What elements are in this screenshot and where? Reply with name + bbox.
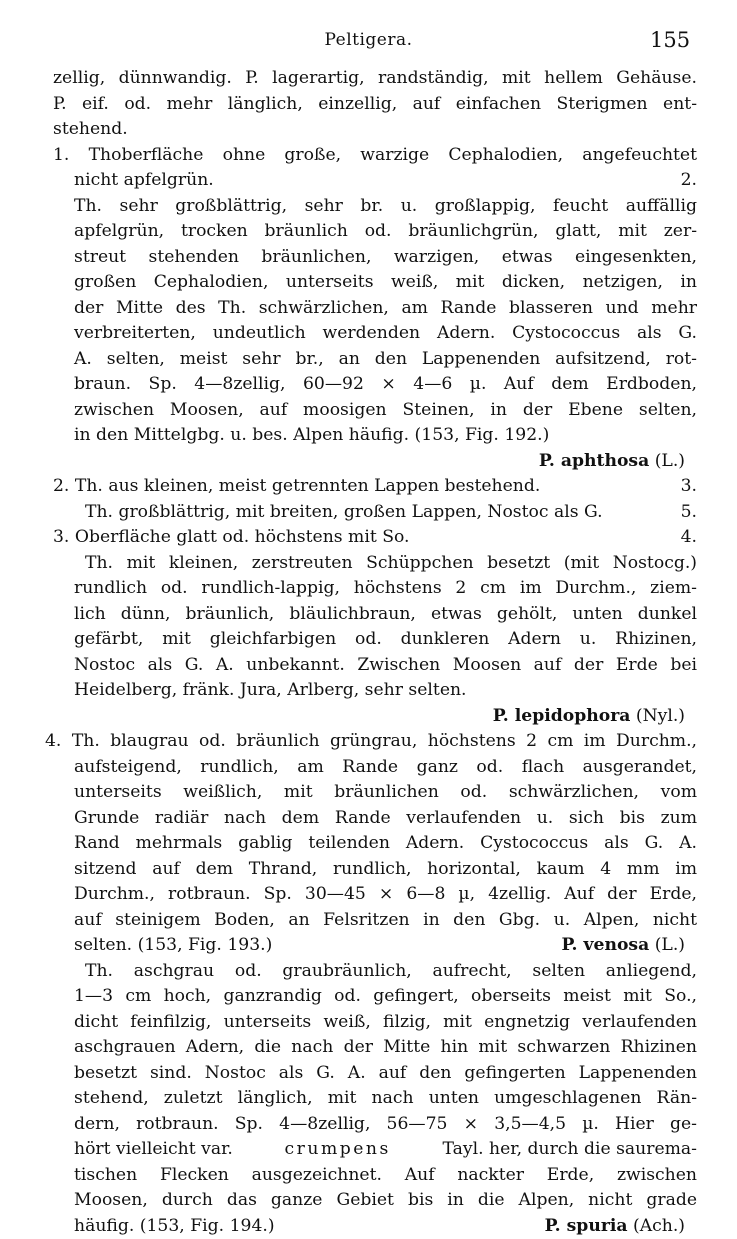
text-line: lich dünn, bräunlich, bläulichbraun, etwas gehölt, unten dunkel [53,602,697,628]
text-line: der Mitte des Th. schwärzlichen, am Rande blasseren und mehr [53,296,697,322]
text-line: A. selten, meist sehr br., an den Lappenenden aufsitzend, rot- [53,347,697,373]
text-line: unterseits weißlich, mit bräunlichen od. schwärzlichen, vom [53,780,697,806]
text-line [53,1137,697,1163]
species-name: P. aphthosa [539,451,649,471]
species-author: (Ach.) [633,1216,685,1236]
text-fragment: 3. Oberfläche glatt od. höchstens mit So. [53,525,410,551]
text-line: auf steinigem Boden, an Felsritzen in den Gbg. u. Alpen, nicht [53,908,697,934]
text-line: sitzend auf dem Thrand, rundlich, horizontal, kaum 4 mm im [53,857,697,883]
text-fragment: nicht apfelgrün. [74,168,214,194]
text-line [53,168,697,194]
text-fragment: Tayl. her, durch die saurema- [443,1137,697,1163]
text-line: rundlich od. rundlich-lappig, höchstens 2 cm im Durchm., ziem- [53,576,697,602]
running-header: Peltigera. [0,30,737,50]
key-reference: 2. [681,168,697,194]
text-line: Nostoc als G. A. unbekannt. Zwischen Moosen auf der Erde bei [53,653,697,679]
text-line: dern, rotbraun. Sp. 4—8zellig, 56—75 × 3,5—4,5 µ. Hier ge- [53,1112,697,1138]
text-fragment: häufig. (153, Fig. 194.) [74,1214,275,1239]
text-line: braun. Sp. 4—8zellig, 60—92 × 4—6 µ. Auf dem Erdboden, [53,372,697,398]
text-line: großen Cephalodien, unterseits weiß, mit dicken, netzigen, in [53,270,697,296]
text-line: besetzt sind. Nostoc als G. A. auf den gefingerten Lappenenden [53,1061,697,1087]
text-line: zwischen Moosen, auf moosigen Steinen, in der Ebene selten, [53,398,697,424]
text-line: streut stehenden bräunlichen, warzigen, etwas eingesenkten, [53,245,697,271]
text-line: Moosen, durch das ganze Gebiet bis in die Alpen, nicht grade [53,1188,697,1214]
text-line: stehend. [53,117,697,143]
text-line: gefärbt, mit gleichfarbigen od. dunkleren Adern u. Rhizinen, [53,627,697,653]
text-fragment: 2. Th. aus kleinen, meist getrennten Lappen bestehend. [53,474,540,500]
key-entry-2 [53,474,697,500]
text-line: P. eif. od. mehr länglich, einzellig, auf einfachen Sterigmen ent- [53,92,697,118]
text-line: Grunde radiär nach dem Rande verlaufenden u. sich bis zum [53,806,697,832]
page-body [53,66,697,1239]
text-line: verbreiterten, undeutlich werdenden Adern. Cystococcus als G. [53,321,697,347]
species-label [545,1214,697,1239]
key-entry-3 [53,525,697,551]
text-line: Th. sehr großblättrig, sehr br. u. großlappig, feucht auffällig [53,194,697,220]
species-author: (L.) [655,451,685,471]
text-line: dicht feinfilzig, unterseits weiß, filzig, mit engnetzig verlaufenden [53,1010,697,1036]
species-name: P. lepidophora [493,706,631,726]
text-fragment: hört vielleicht var. [74,1137,233,1163]
species-author: (L.) [655,935,685,955]
text-line: stehend, zuletzt länglich, mit nach unten umgeschlagenen Rän- [53,1086,697,1112]
text-line [53,500,697,526]
species-author: (Nyl.) [636,706,685,726]
text-line: Rand mehrmals gablig teilenden Adern. Cystococcus als G. A. [53,831,697,857]
text-fragment: Th. großblättrig, mit breiten, großen Lappen, Nostoc als G. [85,500,603,526]
key-reference: 4. [681,525,697,551]
text-line: Heidelberg, fränk. Jura, Arlberg, sehr selten. [53,678,697,704]
species-name: P. venosa [561,935,649,955]
text-line: Th. aschgrau od. graubräunlich, aufrecht, selten anliegend, [53,959,697,985]
text-line: aschgrauen Adern, die nach der Mitte hin mit schwarzen Rhizinen [53,1035,697,1061]
text-line: Th. mit kleinen, zerstreuten Schüppchen besetzt (mit Nostocg.) [53,551,697,577]
species-label [561,933,697,959]
species-name-line [53,449,697,475]
species-name-line [53,1214,697,1239]
text-line: 1—3 cm hoch, ganzrandig od. gefingert, oberseits meist mit So., [53,984,697,1010]
text-line: tischen Flecken ausgezeichnet. Auf nackter Erde, zwischen [53,1163,697,1189]
species-name-line [53,704,697,730]
key-reference: 5. [681,500,697,526]
text-fragment: selten. (153, Fig. 193.) [74,933,272,959]
text-line: Durchm., rotbraun. Sp. 30—45 × 6—8 µ, 4zellig. Auf der Erde, [53,882,697,908]
variety-name: crumpens [285,1137,391,1163]
species-name: P. spuria [545,1216,628,1236]
key-reference: 3. [681,474,697,500]
key-entry-4: 4. Th. blaugrau od. bräunlich grüngrau, höchstens 2 cm im Durchm., [45,729,697,755]
text-line: apfelgrün, trocken bräunlich od. bräunlichgrün, glatt, mit zer- [53,219,697,245]
text-line: zellig, dünnwandig. P. lagerartig, randständig, mit hellem Gehäuse. [53,66,697,92]
text-line: aufsteigend, rundlich, am Rande ganz od. flach ausgerandet, [53,755,697,781]
text-line: in den Mittelgbg. u. bes. Alpen häufig. (153, Fig. 192.) [53,423,697,449]
species-name-line [53,933,697,959]
page-number: 155 [650,28,690,52]
key-entry-1: 1. Thoberfläche ohne große, warzige Cephalodien, angefeuchtet [53,143,697,169]
